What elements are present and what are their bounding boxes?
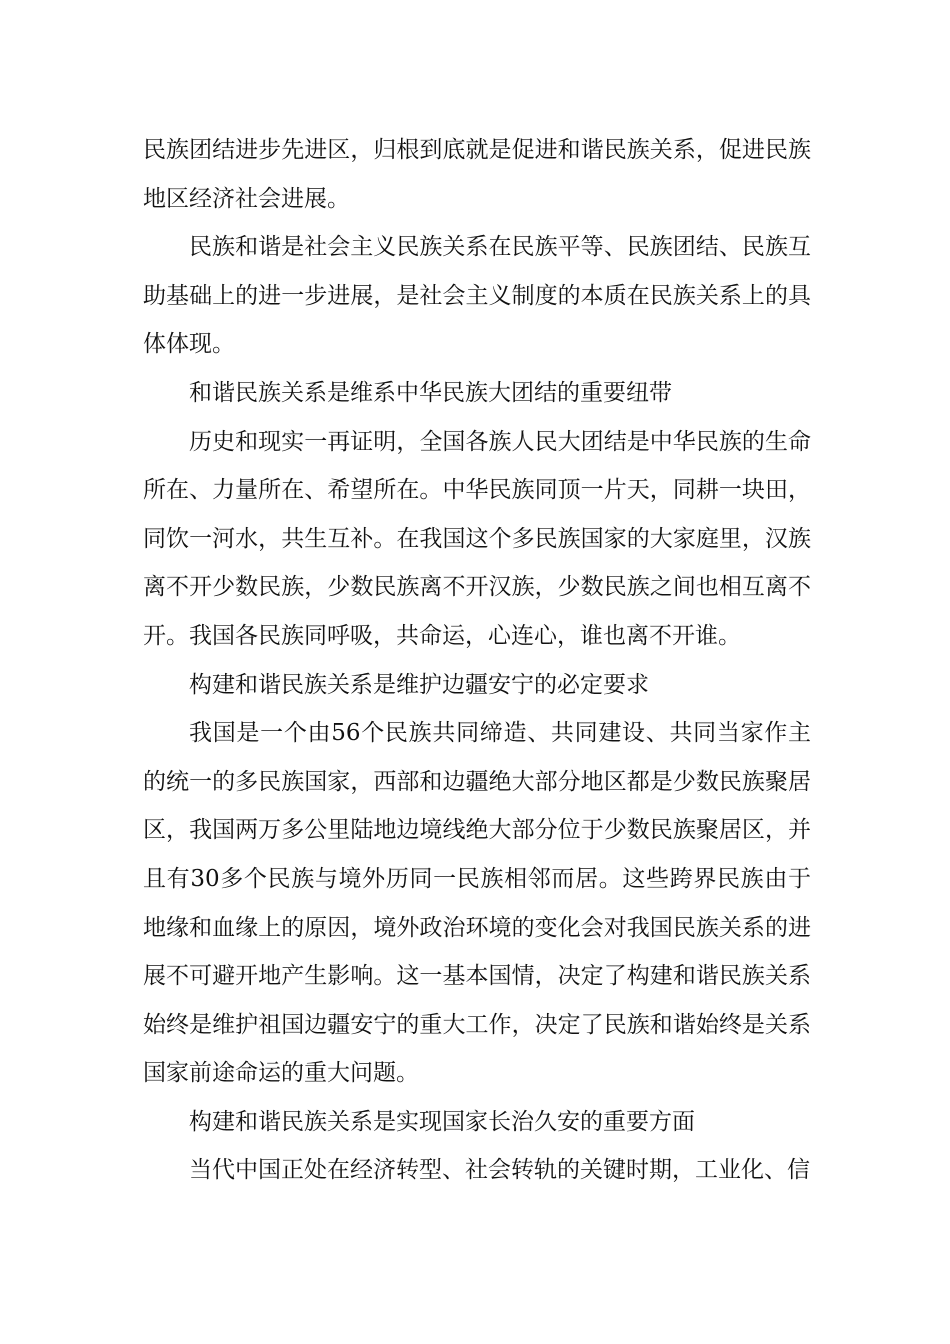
paragraph-ethnic-harmony: 民族和谐是社会主义民族关系在民族平等、民族团结、民族互助基础上的进一步进展，是社会主义制度的本质在民族关系上的具体体现。: [143, 234, 811, 358]
document-body: [143, 126, 811, 1195]
paragraph-economic-transition: 当代中国正处在经济转型、社会转轨的关键时期，工业化、信: [189, 1157, 810, 1184]
paragraph-continuation: 民族团结进步先进区，归根到底就是促进和谐民族关系，促进民族地区经济社会进展。: [143, 137, 811, 212]
section-heading-border-stability: 构建和谐民族关系是维护边疆安宁的必定要求: [189, 671, 649, 698]
section-heading-unity-bond: 和谐民族关系是维系中华民族大团结的重要纽带: [189, 379, 672, 406]
section-heading-long-term-stability: 构建和谐民族关系是实现国家长治久安的重要方面: [189, 1108, 695, 1135]
paragraph-multiethnic-nation: 我国是一个由56个民族共同缔造、共同建设、共同当家作主的统一的多民族国家，西部和边疆绝大部分地区都是少数民族聚居区，我国两万多公里陆地边境线绝大部分位于少数民族聚居区，并且有30多个民族与境外历同一民族相邻而居。这些跨界民族由于地缘和血缘上的原因，境外政治环境的变化会对我国民族关系的进展不可避开地产生影响。这一基本国情，决定了构建和谐民族关系始终是维护祖国边疆安宁的重大工作，决定了民族和谐始终是关系国家前途命运的重大问题。: [143, 720, 811, 1087]
paragraph-history-reality: 历史和现实一再证明，全国各族人民大团结是中华民族的生命所在、力量所在、希望所在。中华民族同顶一片天，同耕一块田，同饮一河水，共生互补。在我国这个多民族国家的大家庭里，汉族离不开少数民族，少数民族离不开汉族，少数民族之间也相互离不开。我国各民族同呼吸，共命运，心连心，谁也离不开谁。: [143, 428, 811, 649]
